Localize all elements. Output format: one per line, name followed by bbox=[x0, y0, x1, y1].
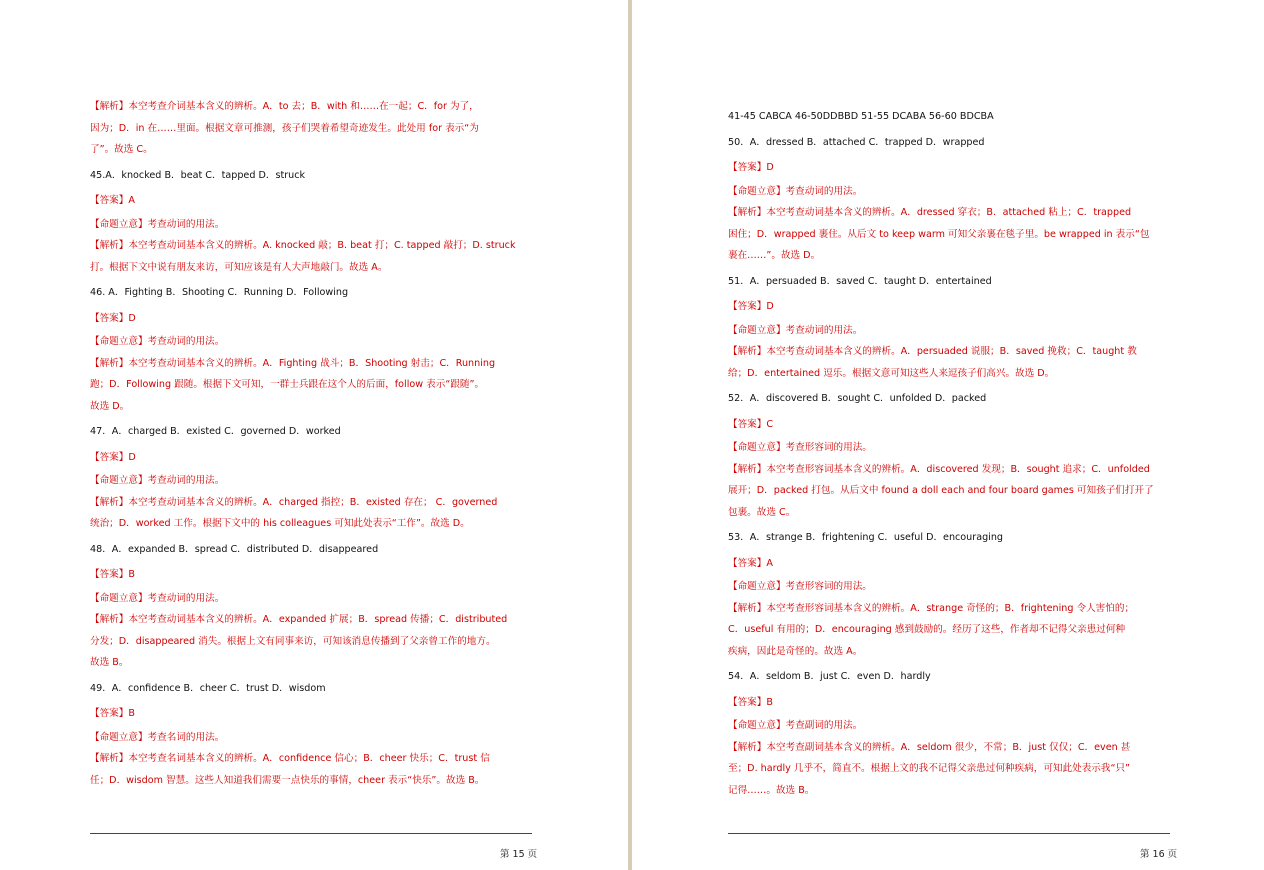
explanation-block bbox=[90, 470, 532, 535]
question-options: 50．A．dressed B．attached C．trapped D．wrapped bbox=[728, 136, 985, 148]
explanation-line: 【答案】A bbox=[90, 195, 135, 206]
explanation-block bbox=[90, 588, 532, 674]
explanation-line: 包裹。故选 C。 bbox=[728, 506, 796, 518]
question-options: 46. A．Fighting B．Shooting C．Running D．Following bbox=[90, 287, 349, 298]
explanation-line: 【答案】C bbox=[728, 418, 774, 430]
explanation-line: 【命题立意】考查动词的用法。 bbox=[90, 218, 225, 230]
explanation-line: 【命题立意】考查动词的用法。 bbox=[90, 336, 225, 347]
explanation-line: 【命题立意】考查形容词的用法。 bbox=[728, 581, 872, 592]
explanation-line: 【答案】B bbox=[90, 569, 135, 580]
footer-rule bbox=[728, 833, 1170, 834]
explanation-line: 疾病，因此是奇怪的。故选 A。 bbox=[728, 645, 863, 657]
explanation-line: 【解析】本空考查介词基本含义的辨析。A．to 去；B．with 和……在一起；C．for 为了， bbox=[90, 101, 479, 112]
explanation-line: 【答案】D bbox=[90, 312, 136, 324]
page-number: 第 15 页 bbox=[500, 849, 538, 860]
explanation-line: 【解析】本空考查形容词基本含义的辨析。A．strange 奇怪的；B．frightening 令人害怕的； bbox=[728, 602, 1135, 614]
explanation-line: 分发；D．disappeared 消失。根据上文有同事来访，可知该消息传播到了父亲曾工作的地方。 bbox=[90, 635, 496, 647]
explanation-line: 打。根据下文中说有朋友来访，可知应该是有人大声地敲门。故选 A。 bbox=[90, 261, 388, 273]
explanation-block bbox=[728, 414, 1170, 436]
question-options: 52．A．discovered B．sought C．unfolded D．packed bbox=[728, 393, 987, 404]
explanation-line: 【答案】D bbox=[728, 162, 774, 173]
explanation-block bbox=[90, 703, 532, 725]
explanation-line: 记得……。故选 B。 bbox=[728, 784, 815, 796]
explanation-line: 裹在……”。故选 D。 bbox=[728, 250, 821, 261]
explanation-block bbox=[728, 576, 1170, 662]
explanation-block bbox=[90, 190, 532, 212]
question-options: 48．A．expanded B．spread C．distributed D．disappeared bbox=[90, 543, 379, 555]
explanation-line: 【答案】A bbox=[728, 557, 773, 569]
explanation-block bbox=[90, 331, 532, 417]
explanation-line: 【解析】本空考查形容词基本含义的辨析。A．discovered 发现；B．sought 追求；C．unfolded bbox=[728, 463, 1150, 475]
explanation-line: 至；D. hardly 几乎不，简直不。根据上文的我不记得父亲患过何种疾病，可知此处表示我“只” bbox=[728, 763, 1131, 774]
explanation-line: 【答案】D bbox=[728, 301, 774, 312]
explanation-line: 困住；D．wrapped 裹住。从后文 to keep warm 可知父亲裹在毯子里。be wrapped in 表示“包 bbox=[728, 228, 1150, 240]
page-16-content bbox=[728, 102, 1170, 803]
question-options: 53．A．strange B．frightening C．useful D．encouraging bbox=[728, 532, 1004, 543]
explanation-line: 【命题立意】考查动词的用法。 bbox=[728, 185, 863, 197]
explanation-line: 【命题立意】考查动词的用法。 bbox=[728, 324, 863, 336]
question-options: 49．A．confidence B．cheer C．trust D．wisdom bbox=[90, 682, 326, 694]
explanation-line: 【解析】本空考查名词基本含义的辨析。A．confidence 信心；B．cheer 快乐；C．trust 信 bbox=[90, 753, 490, 764]
explanation-line: 【解析】本空考查动词基本含义的辨析。A．persuaded 说服；B．saved 挽救；C．taught 教 bbox=[728, 346, 1137, 357]
explanation-block bbox=[728, 181, 1170, 267]
page-15-content bbox=[90, 96, 532, 793]
explanation-block bbox=[728, 692, 1170, 714]
explanation-line: 【解析】本空考查动词基本含义的辨析。A．charged 指控；B．existed 存在； C．governed bbox=[90, 496, 498, 508]
explanation-line: 【答案】B bbox=[728, 696, 773, 708]
explanation-line: 任；D．wisdom 智慧。这些人知道我们需要一点快乐的事情，cheer 表示“快乐”。故选 B。 bbox=[90, 774, 485, 786]
explanation-block bbox=[728, 437, 1170, 523]
explanation-line: 【命题立意】考查动词的用法。 bbox=[90, 475, 225, 486]
explanation-line: 【解析】本空考查动词基本含义的辨析。A．dressed 穿衣；B．attached 粘上；C．trapped bbox=[728, 207, 1132, 218]
footer-rule bbox=[90, 833, 532, 834]
explanation-block bbox=[90, 564, 532, 586]
explanation-block bbox=[728, 296, 1170, 318]
explanation-block bbox=[728, 553, 1170, 575]
explanation-line: 【答案】D bbox=[90, 451, 136, 463]
explanation-line: 故选 B。 bbox=[90, 657, 129, 668]
explanation-line: 因为；D．in 在……里面。根据文章可推测，孩子们哭着希望奇迹发生。此处用 for 表示“为 bbox=[90, 122, 479, 134]
question-options: 41-45 CABCA 46-50DDBBD 51-55 DCABA 56-60 BDCBA bbox=[728, 111, 994, 122]
page-15 bbox=[0, 0, 628, 870]
page-number: 第 16 页 bbox=[1140, 849, 1178, 860]
explanation-line: 【命题立意】考查名词的用法。 bbox=[90, 731, 225, 743]
question-options: 45.A．knocked B．beat C．tapped D．struck bbox=[90, 169, 306, 181]
explanation-block bbox=[90, 214, 532, 279]
explanation-line: 【解析】本空考查副词基本含义的辨析。A．seldom 很少，不常；B．just 仅仅；C．even 甚 bbox=[728, 741, 1131, 753]
explanation-line: 展开；D．packed 打包。从后文中 found a doll each and four board games 可知孩子们打开了 bbox=[728, 485, 1154, 496]
explanation-block bbox=[728, 320, 1170, 385]
explanation-line: 【解析】本空考查动词基本含义的辨析。A. knocked 敲；B. beat 打；C. tapped 敲打；D. struck bbox=[90, 240, 516, 251]
explanation-line: 【命题立意】考查副词的用法。 bbox=[728, 720, 863, 731]
explanation-block bbox=[728, 715, 1170, 801]
explanation-line: 给；D．entertained 逗乐。根据文意可知这些人来逗孩子们高兴。故选 D。 bbox=[728, 367, 1055, 379]
explanation-block bbox=[90, 727, 532, 792]
explanation-line: 【命题立意】考查形容词的用法。 bbox=[728, 442, 872, 453]
explanation-block bbox=[90, 96, 532, 161]
explanation-line: 【答案】B bbox=[90, 708, 135, 719]
explanation-block bbox=[90, 308, 532, 330]
explanation-line: 【命题立意】考查动词的用法。 bbox=[90, 592, 225, 604]
question-options: 51．A．persuaded B．saved C．taught D．entertained bbox=[728, 275, 992, 287]
explanation-block bbox=[728, 157, 1170, 179]
explanation-line: 【解析】本空考查动词基本含义的辨析。A．Fighting 战斗；B．Shooting 射击；C．Running bbox=[90, 357, 496, 369]
explanation-line: 了”。故选 C。 bbox=[90, 144, 153, 155]
explanation-line: 跑；D．Following 跟随。根据下文可知，一群士兵跟在这个人的后面，follow 表示“跟随”。 bbox=[90, 379, 485, 390]
explanation-line: 【解析】本空考查动词基本含义的辨析。A．expanded 扩展；B．spread 传播；C．distributed bbox=[90, 614, 508, 625]
question-options: 47．A．charged B．existed C．governed D．worked bbox=[90, 426, 341, 437]
page-16 bbox=[632, 0, 1264, 870]
explanation-block bbox=[90, 447, 532, 469]
explanation-line: 统治；D．worked 工作。根据下文中的 his colleagues 可知此处表示“工作”。故选 D。 bbox=[90, 518, 470, 529]
explanation-line: C．useful 有用的；D．encouraging 感到鼓励的。经历了这些，作者却不记得父亲患过何种 bbox=[728, 624, 1126, 635]
question-options: 54．A．seldom B．just C．even D．hardly bbox=[728, 671, 931, 682]
explanation-line: 故选 D。 bbox=[90, 400, 130, 412]
